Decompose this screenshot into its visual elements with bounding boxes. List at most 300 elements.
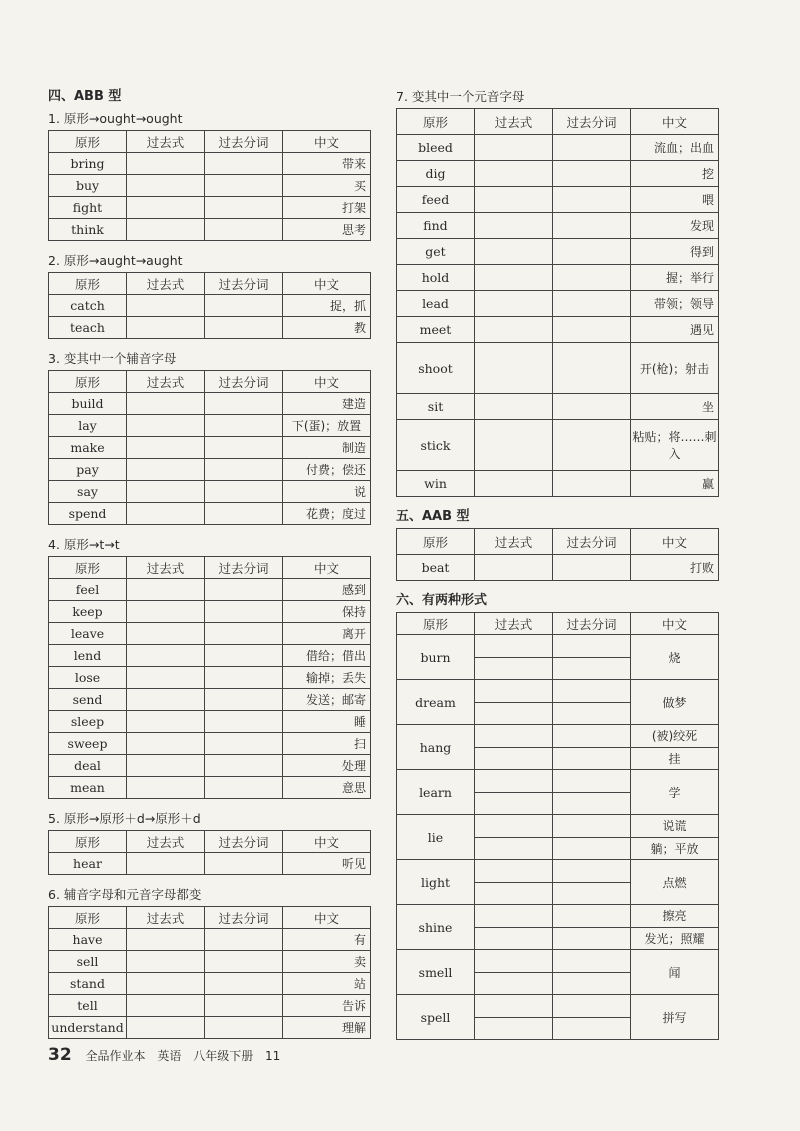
past-participle-blank[interactable] <box>205 929 283 951</box>
chinese-meaning: 睡 <box>283 711 371 733</box>
table-row <box>49 481 371 503</box>
past-participle-blank-2[interactable] <box>553 792 630 815</box>
past-tense-blank[interactable] <box>127 295 205 317</box>
base-form: send <box>49 689 127 711</box>
chinese-meaning: 打败 <box>631 555 719 581</box>
chinese-meaning: 说 <box>283 481 371 503</box>
past-participle-blank[interactable] <box>205 579 283 601</box>
past-tense-blank[interactable] <box>127 1017 205 1039</box>
table-row <box>49 995 371 1017</box>
table-row <box>397 471 719 497</box>
base-form: dig <box>397 161 475 187</box>
past-tense-blank[interactable] <box>127 777 205 799</box>
chinese-meaning <box>631 860 719 905</box>
page-footer <box>48 1045 288 1065</box>
meaning-line: 闻 <box>668 965 681 980</box>
column-header: 过去式 <box>127 557 205 579</box>
past-participle-blank[interactable] <box>553 420 631 471</box>
base-form: lead <box>397 291 475 317</box>
table-row <box>397 950 719 995</box>
chinese-meaning: 借给；借出 <box>283 645 371 667</box>
past-tense-blank-2[interactable] <box>475 1017 552 1040</box>
past-tense-blank[interactable] <box>127 197 205 219</box>
past-participle-blank-1[interactable] <box>553 770 630 792</box>
past-participle-blank[interactable] <box>553 291 631 317</box>
past-participle-blank[interactable] <box>205 295 283 317</box>
chinese-meaning: 带来 <box>283 153 371 175</box>
past-participle-blank-2[interactable] <box>553 927 630 950</box>
column-header: 中文 <box>631 529 719 555</box>
past-tense-blank[interactable] <box>127 667 205 689</box>
base-form: meet <box>397 317 475 343</box>
past-tense-blank[interactable] <box>475 394 553 420</box>
chinese-meaning: 感到 <box>283 579 371 601</box>
past-tense-blank-2[interactable] <box>475 972 552 995</box>
past-participle-blank[interactable] <box>205 481 283 503</box>
column-header: 原形 <box>49 907 127 929</box>
base-form: mean <box>49 777 127 799</box>
column-header: 过去式 <box>475 613 553 635</box>
chinese-meaning: 思考 <box>283 219 371 241</box>
column-header: 原形 <box>49 131 127 153</box>
past-tense-blank[interactable] <box>127 317 205 339</box>
past-tense-cell <box>475 995 553 1040</box>
past-participle-blank[interactable] <box>553 555 631 581</box>
meaning-line: 挂 <box>631 747 718 770</box>
past-tense-blank[interactable] <box>475 420 553 471</box>
base-form: teach <box>49 317 127 339</box>
verb-table <box>48 130 371 241</box>
past-participle-blank[interactable] <box>205 645 283 667</box>
past-participle-blank[interactable] <box>205 733 283 755</box>
column-header: 原形 <box>397 529 475 555</box>
past-participle-blank[interactable] <box>205 393 283 415</box>
book-title: 全品作业本 <box>85 1049 146 1063</box>
base-form: keep <box>49 601 127 623</box>
column-header: 中文 <box>631 613 719 635</box>
column-header: 过去分词 <box>205 831 283 853</box>
past-tense-blank-2[interactable] <box>475 792 552 815</box>
unit-number: 11 <box>265 1049 281 1063</box>
right-column <box>396 86 718 1049</box>
meaning-line: 做梦 <box>662 695 687 710</box>
past-tense-blank[interactable] <box>127 623 205 645</box>
past-tense-blank[interactable] <box>127 645 205 667</box>
past-tense-blank-1[interactable] <box>475 770 552 792</box>
chinese-meaning: 握；举行 <box>631 265 719 291</box>
past-participle-blank[interactable] <box>553 213 631 239</box>
past-participle-blank-1[interactable] <box>553 635 630 657</box>
table-row <box>49 503 371 525</box>
past-tense-cell <box>475 905 553 950</box>
column-header: 过去分词 <box>205 131 283 153</box>
past-participle-blank-2[interactable] <box>553 837 630 860</box>
table-row <box>49 689 371 711</box>
past-tense-blank[interactable] <box>127 503 205 525</box>
column-header: 原形 <box>397 613 475 635</box>
past-participle-blank[interactable] <box>205 503 283 525</box>
past-participle-blank[interactable] <box>553 265 631 291</box>
past-participle-blank[interactable] <box>553 135 631 161</box>
past-tense-cell <box>475 680 553 725</box>
past-participle-blank-1[interactable] <box>553 905 630 927</box>
column-header: 过去分词 <box>205 907 283 929</box>
past-participle-blank[interactable] <box>205 415 283 437</box>
past-participle-blank[interactable] <box>205 689 283 711</box>
table-row <box>49 175 371 197</box>
past-tense-blank-2[interactable] <box>475 747 552 770</box>
past-participle-blank[interactable] <box>205 197 283 219</box>
base-form: feel <box>49 579 127 601</box>
column-header: 过去式 <box>127 273 205 295</box>
chinese-meaning: 卖 <box>283 951 371 973</box>
past-participle-blank[interactable] <box>205 995 283 1017</box>
group-title: 7. 变其中一个元音字母 <box>396 89 525 104</box>
past-participle-blank-2[interactable] <box>553 657 630 680</box>
table-row <box>49 755 371 777</box>
past-tense-blank[interactable] <box>127 973 205 995</box>
verb-table <box>396 528 719 581</box>
table-row <box>49 929 371 951</box>
base-form: win <box>397 471 475 497</box>
header-row <box>397 613 719 635</box>
base-form: lose <box>49 667 127 689</box>
base-form: sit <box>397 394 475 420</box>
past-tense-blank[interactable] <box>475 161 553 187</box>
column-header: 过去分词 <box>553 613 631 635</box>
past-tense-cell <box>475 815 553 860</box>
past-tense-blank[interactable] <box>475 239 553 265</box>
column-header: 过去分词 <box>205 273 283 295</box>
base-form: buy <box>49 175 127 197</box>
past-tense-blank[interactable] <box>475 187 553 213</box>
table-row <box>49 295 371 317</box>
past-tense-blank[interactable] <box>127 711 205 733</box>
past-participle-blank-2[interactable] <box>553 1017 630 1040</box>
past-tense-blank[interactable] <box>475 471 553 497</box>
base-form: hang <box>397 725 475 770</box>
past-participle-blank-2[interactable] <box>553 702 630 725</box>
base-form: burn <box>397 635 475 680</box>
base-form: hear <box>49 853 127 875</box>
table-row <box>49 853 371 875</box>
chinese-meaning <box>631 635 719 680</box>
past-participle-blank[interactable] <box>205 951 283 973</box>
base-form: shine <box>397 905 475 950</box>
chinese-meaning <box>631 815 719 860</box>
base-form: sleep <box>49 711 127 733</box>
table-row <box>397 725 719 770</box>
table-row <box>49 601 371 623</box>
past-participle-blank[interactable] <box>205 623 283 645</box>
base-form: sell <box>49 951 127 973</box>
past-participle-blank[interactable] <box>205 1017 283 1039</box>
past-participle-cell <box>553 635 631 680</box>
chinese-meaning <box>631 995 719 1040</box>
past-tense-blank[interactable] <box>127 459 205 481</box>
chinese-meaning <box>631 905 719 950</box>
past-tense-blank[interactable] <box>127 853 205 875</box>
column-header: 过去式 <box>127 831 205 853</box>
past-participle-blank[interactable] <box>553 394 631 420</box>
base-form: leave <box>49 623 127 645</box>
table-row <box>397 187 719 213</box>
past-participle-blank[interactable] <box>205 853 283 875</box>
chinese-meaning <box>631 950 719 995</box>
past-tense-blank[interactable] <box>127 153 205 175</box>
chinese-meaning: 挖 <box>631 161 719 187</box>
table-row <box>397 291 719 317</box>
past-tense-blank[interactable] <box>127 755 205 777</box>
past-participle-cell <box>553 860 631 905</box>
past-tense-blank[interactable] <box>475 135 553 161</box>
past-tense-blank[interactable] <box>475 555 553 581</box>
past-participle-blank-2[interactable] <box>553 747 630 770</box>
past-participle-blank[interactable] <box>205 175 283 197</box>
header-row <box>49 557 371 579</box>
past-tense-blank[interactable] <box>127 175 205 197</box>
verb-table <box>396 108 719 497</box>
meaning-line: 擦亮 <box>662 909 687 923</box>
past-tense-blank-1[interactable] <box>475 635 552 657</box>
past-participle-blank-1[interactable] <box>553 815 630 837</box>
table-row <box>49 153 371 175</box>
past-tense-blank[interactable] <box>127 415 205 437</box>
table-row <box>49 219 371 241</box>
table-row <box>49 951 371 973</box>
past-participle-blank[interactable] <box>205 317 283 339</box>
chinese-meaning: 理解 <box>283 1017 371 1039</box>
chinese-meaning: 发送；邮寄 <box>283 689 371 711</box>
past-participle-blank[interactable] <box>205 711 283 733</box>
base-form: hold <box>397 265 475 291</box>
past-tense-blank-1[interactable] <box>475 950 552 972</box>
past-participle-blank[interactable] <box>553 317 631 343</box>
past-tense-cell <box>475 770 553 815</box>
past-tense-blank-2[interactable] <box>475 927 552 950</box>
past-participle-blank-1[interactable] <box>553 680 630 702</box>
past-participle-blank[interactable] <box>553 343 631 394</box>
past-tense-blank[interactable] <box>127 995 205 1017</box>
base-form: dream <box>397 680 475 725</box>
chinese-meaning: 打架 <box>283 197 371 219</box>
base-form: say <box>49 481 127 503</box>
chinese-meaning: 扫 <box>283 733 371 755</box>
past-tense-blank[interactable] <box>127 929 205 951</box>
past-participle-cell <box>553 815 631 860</box>
chinese-meaning: 站 <box>283 973 371 995</box>
verb-table <box>48 906 371 1039</box>
past-participle-blank[interactable] <box>205 667 283 689</box>
base-form: tell <box>49 995 127 1017</box>
group-title: 5. 原形→原形＋d→原形＋d <box>48 811 201 826</box>
chinese-meaning: 发现 <box>631 213 719 239</box>
past-participle-blank-2[interactable] <box>553 972 630 995</box>
base-form: spend <box>49 503 127 525</box>
column-header: 原形 <box>397 109 475 135</box>
past-tense-blank-2[interactable] <box>475 702 552 725</box>
table-row <box>49 459 371 481</box>
section-4-title: 四、ABB 型 <box>48 89 122 104</box>
meaning-line: 拼写 <box>662 1010 687 1025</box>
past-tense-blank[interactable] <box>127 219 205 241</box>
column-header: 过去式 <box>127 371 205 393</box>
past-tense-blank[interactable] <box>127 481 205 503</box>
column-header: 中文 <box>283 831 371 853</box>
table-row <box>49 579 371 601</box>
past-tense-cell <box>475 635 553 680</box>
meaning-line: 发光；照耀 <box>631 927 718 950</box>
header-row <box>49 907 371 929</box>
base-form: bleed <box>397 135 475 161</box>
base-form: have <box>49 929 127 951</box>
chinese-meaning: 听见 <box>283 853 371 875</box>
base-form: lie <box>397 815 475 860</box>
table-row <box>397 680 719 725</box>
column-header: 中文 <box>283 371 371 393</box>
verb-table <box>48 830 371 875</box>
group-title: 4. 原形→t→t <box>48 537 120 552</box>
header-row <box>49 131 371 153</box>
past-participle-blank-1[interactable] <box>553 860 630 882</box>
table-row <box>397 555 719 581</box>
column-header: 中文 <box>283 907 371 929</box>
past-tense-blank-1[interactable] <box>475 725 552 747</box>
column-header: 过去分词 <box>553 529 631 555</box>
column-header: 过去式 <box>127 907 205 929</box>
table-row <box>397 239 719 265</box>
table-row <box>49 973 371 995</box>
past-tense-blank-2[interactable] <box>475 657 552 680</box>
past-tense-blank[interactable] <box>127 689 205 711</box>
column-header: 过去式 <box>127 131 205 153</box>
chinese-meaning: 得到 <box>631 239 719 265</box>
past-tense-blank[interactable] <box>127 733 205 755</box>
chinese-meaning: 开(枪)；射击 <box>631 343 719 394</box>
past-participle-cell <box>553 680 631 725</box>
chinese-meaning: 制造 <box>283 437 371 459</box>
table-row <box>397 213 719 239</box>
chinese-meaning: 输掉；丢失 <box>283 667 371 689</box>
past-participle-blank-2[interactable] <box>553 882 630 905</box>
past-participle-blank[interactable] <box>205 437 283 459</box>
grade-label: 八年级下册 <box>193 1049 254 1063</box>
past-tense-blank-1[interactable] <box>475 680 552 702</box>
section-6-title: 六、有两种形式 <box>396 593 488 608</box>
chinese-meaning: 遇见 <box>631 317 719 343</box>
table-row <box>49 711 371 733</box>
past-participle-blank[interactable] <box>553 161 631 187</box>
past-participle-blank[interactable] <box>205 777 283 799</box>
past-tense-blank[interactable] <box>475 291 553 317</box>
column-header: 过去分词 <box>205 557 283 579</box>
group-title: 3. 变其中一个辅音字母 <box>48 351 177 366</box>
past-participle-blank[interactable] <box>205 459 283 481</box>
past-participle-blank-1[interactable] <box>553 995 630 1017</box>
past-tense-blank-1[interactable] <box>475 860 552 882</box>
past-participle-blank[interactable] <box>553 239 631 265</box>
table-row <box>49 393 371 415</box>
past-participle-blank[interactable] <box>553 471 631 497</box>
table-row <box>397 905 719 950</box>
past-participle-blank[interactable] <box>553 187 631 213</box>
table-row <box>397 161 719 187</box>
past-participle-blank[interactable] <box>205 601 283 623</box>
past-participle-blank[interactable] <box>205 219 283 241</box>
past-tense-blank-2[interactable] <box>475 837 552 860</box>
chinese-meaning: 买 <box>283 175 371 197</box>
meaning-line: 烧 <box>668 650 681 665</box>
meaning-line: (被)绞死 <box>651 729 698 743</box>
table-row <box>49 415 371 437</box>
past-tense-blank[interactable] <box>475 343 553 394</box>
table-row <box>49 197 371 219</box>
column-header: 过去分词 <box>205 371 283 393</box>
base-form: spell <box>397 995 475 1040</box>
table-row <box>49 623 371 645</box>
past-participle-blank-1[interactable] <box>553 950 630 972</box>
meaning-line: 说谎 <box>662 819 687 833</box>
base-form: bring <box>49 153 127 175</box>
past-participle-blank[interactable] <box>205 153 283 175</box>
chinese-meaning: 离开 <box>283 623 371 645</box>
base-form: fight <box>49 197 127 219</box>
column-header: 过去式 <box>475 529 553 555</box>
past-tense-blank[interactable] <box>127 601 205 623</box>
table-row <box>397 635 719 680</box>
column-header: 中文 <box>283 557 371 579</box>
past-tense-blank[interactable] <box>475 213 553 239</box>
past-tense-blank[interactable] <box>475 317 553 343</box>
base-form: light <box>397 860 475 905</box>
chinese-meaning: 流血；出血 <box>631 135 719 161</box>
past-participle-cell <box>553 905 631 950</box>
base-form: make <box>49 437 127 459</box>
past-tense-blank-1[interactable] <box>475 905 552 927</box>
past-tense-blank[interactable] <box>127 579 205 601</box>
column-header: 过去式 <box>475 109 553 135</box>
base-form: shoot <box>397 343 475 394</box>
two-forms-table <box>396 612 719 1040</box>
chinese-meaning: 喂 <box>631 187 719 213</box>
table-row <box>397 420 719 471</box>
meaning-line: 点燃 <box>662 875 687 890</box>
group-title: 2. 原形→aught→aught <box>48 253 183 268</box>
past-participle-blank[interactable] <box>205 973 283 995</box>
base-form: pay <box>49 459 127 481</box>
past-tense-blank[interactable] <box>127 393 205 415</box>
verb-table <box>48 556 371 799</box>
page-number: 32 <box>48 1045 72 1065</box>
past-participle-blank[interactable] <box>205 755 283 777</box>
base-form: understand <box>49 1017 127 1039</box>
column-header: 中文 <box>631 109 719 135</box>
past-tense-blank-1[interactable] <box>475 815 552 837</box>
past-tense-blank[interactable] <box>127 437 205 459</box>
chinese-meaning: 坐 <box>631 394 719 420</box>
chinese-meaning: 建造 <box>283 393 371 415</box>
past-tense-blank[interactable] <box>475 265 553 291</box>
past-tense-blank[interactable] <box>127 951 205 973</box>
table-row <box>397 770 719 815</box>
subject-label: 英语 <box>157 1049 182 1063</box>
past-tense-blank-2[interactable] <box>475 882 552 905</box>
past-tense-cell <box>475 725 553 770</box>
chinese-meaning <box>631 680 719 725</box>
past-tense-blank-1[interactable] <box>475 995 552 1017</box>
past-participle-blank-1[interactable] <box>553 725 630 747</box>
base-form: beat <box>397 555 475 581</box>
